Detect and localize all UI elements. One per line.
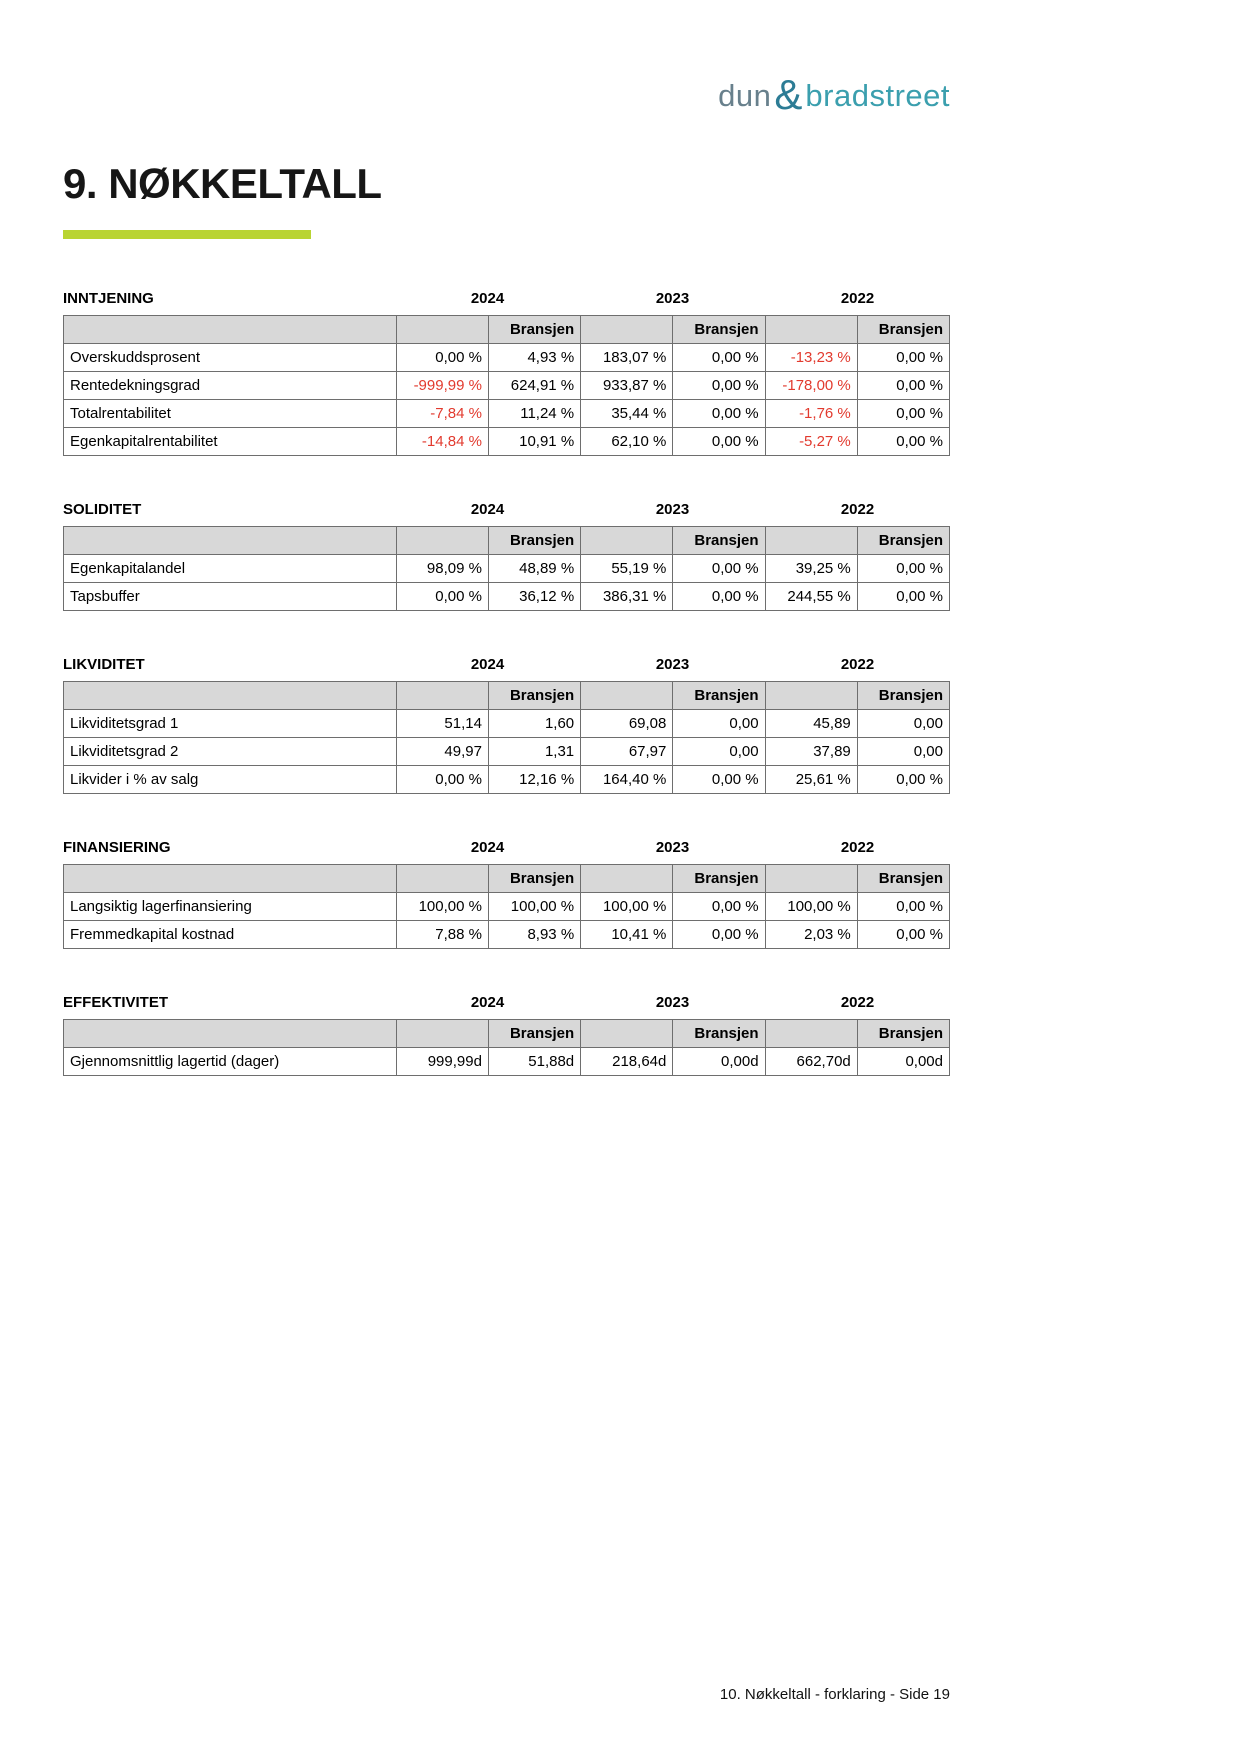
value-cell: -13,23 % <box>765 344 857 372</box>
value-cell: 0,00 % <box>857 766 949 794</box>
bransjen-header-cell: Bransjen <box>488 316 580 344</box>
row-label: Fremmedkapital kostnad <box>64 921 397 949</box>
value-cell: 49,97 <box>396 738 488 766</box>
row-label: Egenkapitalandel <box>64 555 397 583</box>
value-cell: 45,89 <box>765 710 857 738</box>
row-label: Likvider i % av salg <box>64 766 397 794</box>
kpi-table <box>63 864 950 949</box>
value-cell: 164,40 % <box>581 766 673 794</box>
value-cell: 0,00 % <box>396 766 488 794</box>
bransjen-header-cell: Bransjen <box>857 1020 949 1048</box>
row-label: Totalrentabilitet <box>64 400 397 428</box>
table-row <box>64 428 950 456</box>
row-label: Langsiktig lagerfinansiering <box>64 893 397 921</box>
value-cell: 0,00d <box>857 1048 949 1076</box>
value-cell: 244,55 % <box>765 583 857 611</box>
header-empty-cell <box>396 865 488 893</box>
year-label: 2022 <box>840 290 875 307</box>
value-cell: -1,76 % <box>765 400 857 428</box>
value-cell: 100,00 % <box>488 893 580 921</box>
value-cell: 624,91 % <box>488 372 580 400</box>
row-label: Egenkapitalrentabilitet <box>64 428 397 456</box>
value-cell: 0,00d <box>673 1048 765 1076</box>
row-label: Likviditetsgrad 1 <box>64 710 397 738</box>
table-row <box>64 1048 950 1076</box>
year-label: 2023 <box>655 839 690 856</box>
header-empty-cell <box>581 527 673 555</box>
value-cell: 0,00 % <box>673 766 765 794</box>
year-label: 2023 <box>655 290 690 307</box>
section-title: FINANSIERING <box>63 839 171 856</box>
header-empty-cell <box>64 865 397 893</box>
value-cell: 0,00 % <box>857 400 949 428</box>
year-label: 2022 <box>840 839 875 856</box>
bransjen-header-cell: Bransjen <box>673 682 765 710</box>
kpi-table <box>63 315 950 456</box>
header-empty-cell <box>396 316 488 344</box>
row-label: Likviditetsgrad 2 <box>64 738 397 766</box>
value-cell: 7,88 % <box>396 921 488 949</box>
kpi-table <box>63 526 950 611</box>
value-cell: 1,60 <box>488 710 580 738</box>
year-label: 2024 <box>470 994 505 1011</box>
ampersand-icon: & <box>774 71 803 118</box>
value-cell: 10,41 % <box>581 921 673 949</box>
section-header <box>63 656 952 674</box>
table-row <box>64 344 950 372</box>
bransjen-header-cell: Bransjen <box>673 316 765 344</box>
table-row <box>64 555 950 583</box>
table-row <box>64 583 950 611</box>
value-cell: -999,99 % <box>396 372 488 400</box>
year-label: 2023 <box>655 656 690 673</box>
table-row <box>64 710 950 738</box>
bransjen-header-cell: Bransjen <box>857 682 949 710</box>
value-cell: 1,31 <box>488 738 580 766</box>
section-title: SOLIDITET <box>63 501 142 518</box>
value-cell: 67,97 <box>581 738 673 766</box>
bransjen-header-row <box>64 682 950 710</box>
year-label: 2024 <box>470 290 505 307</box>
header-empty-cell <box>396 682 488 710</box>
value-cell: 4,93 % <box>488 344 580 372</box>
bransjen-header-row <box>64 527 950 555</box>
table-row <box>64 738 950 766</box>
value-cell: -5,27 % <box>765 428 857 456</box>
value-cell: 98,09 % <box>396 555 488 583</box>
header-empty-cell <box>64 316 397 344</box>
row-label: Gjennomsnittlig lagertid (dager) <box>64 1048 397 1076</box>
value-cell: -7,84 % <box>396 400 488 428</box>
value-cell: 0,00 % <box>673 921 765 949</box>
value-cell: 0,00 % <box>673 400 765 428</box>
bransjen-header-cell: Bransjen <box>673 527 765 555</box>
logo-word-dun: dun <box>718 78 772 113</box>
bransjen-header-cell: Bransjen <box>488 682 580 710</box>
value-cell: 0,00 % <box>673 344 765 372</box>
value-cell: 100,00 % <box>396 893 488 921</box>
value-cell: 35,44 % <box>581 400 673 428</box>
value-cell: 0,00 <box>857 738 949 766</box>
table-row <box>64 893 950 921</box>
row-label: Tapsbuffer <box>64 583 397 611</box>
header-empty-cell <box>765 316 857 344</box>
value-cell: 69,08 <box>581 710 673 738</box>
kpi-table <box>63 1019 950 1076</box>
value-cell: 0,00 % <box>673 428 765 456</box>
value-cell: 12,16 % <box>488 766 580 794</box>
value-cell: 218,64d <box>581 1048 673 1076</box>
value-cell: 2,03 % <box>765 921 857 949</box>
bransjen-header-cell: Bransjen <box>857 316 949 344</box>
header-empty-cell <box>765 527 857 555</box>
value-cell: 0,00 % <box>857 921 949 949</box>
header-empty-cell <box>581 682 673 710</box>
kpi-section <box>63 994 952 1076</box>
value-cell: -14,84 % <box>396 428 488 456</box>
table-row <box>64 921 950 949</box>
value-cell: 0,00 % <box>857 583 949 611</box>
value-cell: 0,00 % <box>396 344 488 372</box>
bransjen-header-cell: Bransjen <box>857 865 949 893</box>
value-cell: 55,19 % <box>581 555 673 583</box>
kpi-section <box>63 656 952 794</box>
kpi-section <box>63 501 952 611</box>
value-cell: 51,14 <box>396 710 488 738</box>
value-cell: 11,24 % <box>488 400 580 428</box>
year-label: 2022 <box>840 501 875 518</box>
section-title: INNTJENING <box>63 290 154 307</box>
value-cell: 62,10 % <box>581 428 673 456</box>
value-cell: 39,25 % <box>765 555 857 583</box>
header-empty-cell <box>64 1020 397 1048</box>
header-empty-cell <box>765 682 857 710</box>
kpi-section <box>63 290 952 456</box>
year-label: 2023 <box>655 501 690 518</box>
value-cell: 0,00 <box>857 710 949 738</box>
value-cell: 100,00 % <box>765 893 857 921</box>
header-empty-cell <box>765 865 857 893</box>
value-cell: 0,00 % <box>857 893 949 921</box>
value-cell: 51,88d <box>488 1048 580 1076</box>
header-empty-cell <box>64 527 397 555</box>
value-cell: 0,00 % <box>857 555 949 583</box>
value-cell: 386,31 % <box>581 583 673 611</box>
value-cell: 183,07 % <box>581 344 673 372</box>
row-label: Overskuddsprosent <box>64 344 397 372</box>
value-cell: 0,00 % <box>857 428 949 456</box>
sections <box>63 290 952 1121</box>
value-cell: 662,70d <box>765 1048 857 1076</box>
table-row <box>64 766 950 794</box>
section-header <box>63 290 952 308</box>
table-row <box>64 372 950 400</box>
bransjen-header-cell: Bransjen <box>488 865 580 893</box>
header-empty-cell <box>765 1020 857 1048</box>
year-label: 2024 <box>470 656 505 673</box>
value-cell: 0,00 % <box>673 372 765 400</box>
year-label: 2024 <box>470 839 505 856</box>
value-cell: 0,00 % <box>857 344 949 372</box>
value-cell: 48,89 % <box>488 555 580 583</box>
value-cell: 0,00 % <box>396 583 488 611</box>
bransjen-header-row <box>64 865 950 893</box>
section-header <box>63 994 952 1012</box>
dun-bradstreet-logo <box>718 68 950 116</box>
header-empty-cell <box>396 1020 488 1048</box>
value-cell: 933,87 % <box>581 372 673 400</box>
page-footer: 10. Nøkkeltall - forklaring - Side 19 <box>719 1686 950 1703</box>
bransjen-header-cell: Bransjen <box>488 1020 580 1048</box>
value-cell: 25,61 % <box>765 766 857 794</box>
year-label: 2023 <box>655 994 690 1011</box>
section-header <box>63 839 952 857</box>
section-header <box>63 501 952 519</box>
header-empty-cell <box>64 682 397 710</box>
kpi-section <box>63 839 952 949</box>
section-title: LIKVIDITET <box>63 656 145 673</box>
bransjen-header-cell: Bransjen <box>488 527 580 555</box>
value-cell: 0,00 % <box>857 372 949 400</box>
bransjen-header-cell: Bransjen <box>673 1020 765 1048</box>
value-cell: 10,91 % <box>488 428 580 456</box>
value-cell: 999,99d <box>396 1048 488 1076</box>
value-cell: 0,00 % <box>673 583 765 611</box>
header-empty-cell <box>581 1020 673 1048</box>
section-title: EFFEKTIVITET <box>63 994 168 1011</box>
header-empty-cell <box>581 316 673 344</box>
value-cell: 0,00 <box>673 738 765 766</box>
row-label: Rentedekningsgrad <box>64 372 397 400</box>
bransjen-header-row <box>64 1020 950 1048</box>
logo-word-bradstreet: bradstreet <box>805 78 950 113</box>
table-row <box>64 400 950 428</box>
value-cell: 0,00 % <box>673 893 765 921</box>
value-cell: 36,12 % <box>488 583 580 611</box>
bransjen-header-cell: Bransjen <box>673 865 765 893</box>
year-label: 2022 <box>840 656 875 673</box>
title-accent-bar <box>63 230 311 239</box>
value-cell: 8,93 % <box>488 921 580 949</box>
page-title: 9. NØKKELTALL <box>63 160 382 207</box>
bransjen-header-cell: Bransjen <box>857 527 949 555</box>
header-empty-cell <box>396 527 488 555</box>
kpi-table <box>63 681 950 794</box>
year-label: 2024 <box>470 501 505 518</box>
value-cell: -178,00 % <box>765 372 857 400</box>
value-cell: 100,00 % <box>581 893 673 921</box>
value-cell: 0,00 % <box>673 555 765 583</box>
bransjen-header-row <box>64 316 950 344</box>
value-cell: 0,00 <box>673 710 765 738</box>
value-cell: 37,89 <box>765 738 857 766</box>
year-label: 2022 <box>840 994 875 1011</box>
header-empty-cell <box>581 865 673 893</box>
